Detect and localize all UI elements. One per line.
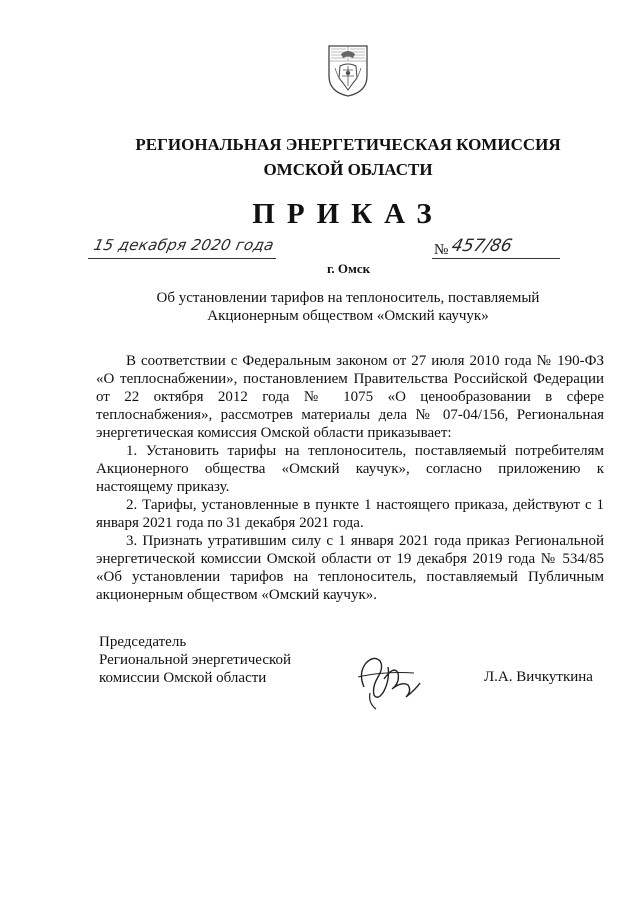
- organization-name-line2: ОМСКОЙ ОБЛАСТИ: [263, 160, 433, 179]
- signatory-title-line3: комиссии Омской области: [99, 670, 267, 686]
- order-body: [96, 352, 604, 604]
- signatory-name: Л.А. Вичкуткина: [484, 669, 593, 685]
- signatory-title-line2: Региональной энергетической: [99, 652, 292, 668]
- organization-name-line1: РЕГИОНАЛЬНАЯ ЭНЕРГЕТИЧЕСКАЯ КОМИССИЯ: [135, 135, 561, 154]
- signatory-title: [99, 633, 291, 687]
- number-label: №: [434, 242, 449, 258]
- signatory-title-line1: Председатель: [99, 634, 187, 650]
- clause-3-paragraph: 3. Признать утратившим силу с 1 января 2021 года приказ Региональной энергетической комиссии Омской области от 19 декабря 2019 года № 534/85 «Об установлении тарифов на теплоноситель, поставляемый Публичным акционерным обществом «Омский каучук».: [96, 533, 604, 603]
- coat-of-arms-icon: [327, 44, 369, 98]
- handwritten-date: 15 декабря 2020 года: [92, 236, 276, 254]
- order-subject: [120, 289, 576, 325]
- subject-line1: Об установлении тарифов на теплоноситель, поставляемый: [156, 290, 540, 306]
- city-label: г. Омск: [327, 261, 371, 276]
- number-underline: [432, 258, 560, 259]
- clause-1-paragraph: 1. Установить тарифы на теплоноситель, поставляемый потребителям Акционерного общества «Омский каучук», согласно приложению к настоящему приказу.: [96, 443, 604, 495]
- subject-line2: Акционерным обществом «Омский каучук»: [207, 308, 489, 324]
- handwritten-signature-icon: [354, 643, 434, 713]
- preamble-paragraph: В соответствии с Федеральным законом от 27 июля 2010 года № 190-ФЗ «О теплоснабжении», постановлением Правительства Российской Федерации от 22 октября 2012 года № 1075 «О ценообразовании в сфере теплоснабжения», рассмотрев материалы дела № 07-04/156, Региональная энергетическая комиссия Омской области приказывает:: [96, 353, 604, 441]
- handwritten-number: 457/86: [449, 236, 514, 256]
- clause-2-paragraph: 2. Тарифы, установленные в пункте 1 настоящего приказа, действуют с 1 января 2021 года по 31 декабря 2021 года.: [96, 497, 604, 531]
- date-underline: [88, 258, 276, 259]
- document-type-title: ПРИКАЗ: [252, 198, 444, 230]
